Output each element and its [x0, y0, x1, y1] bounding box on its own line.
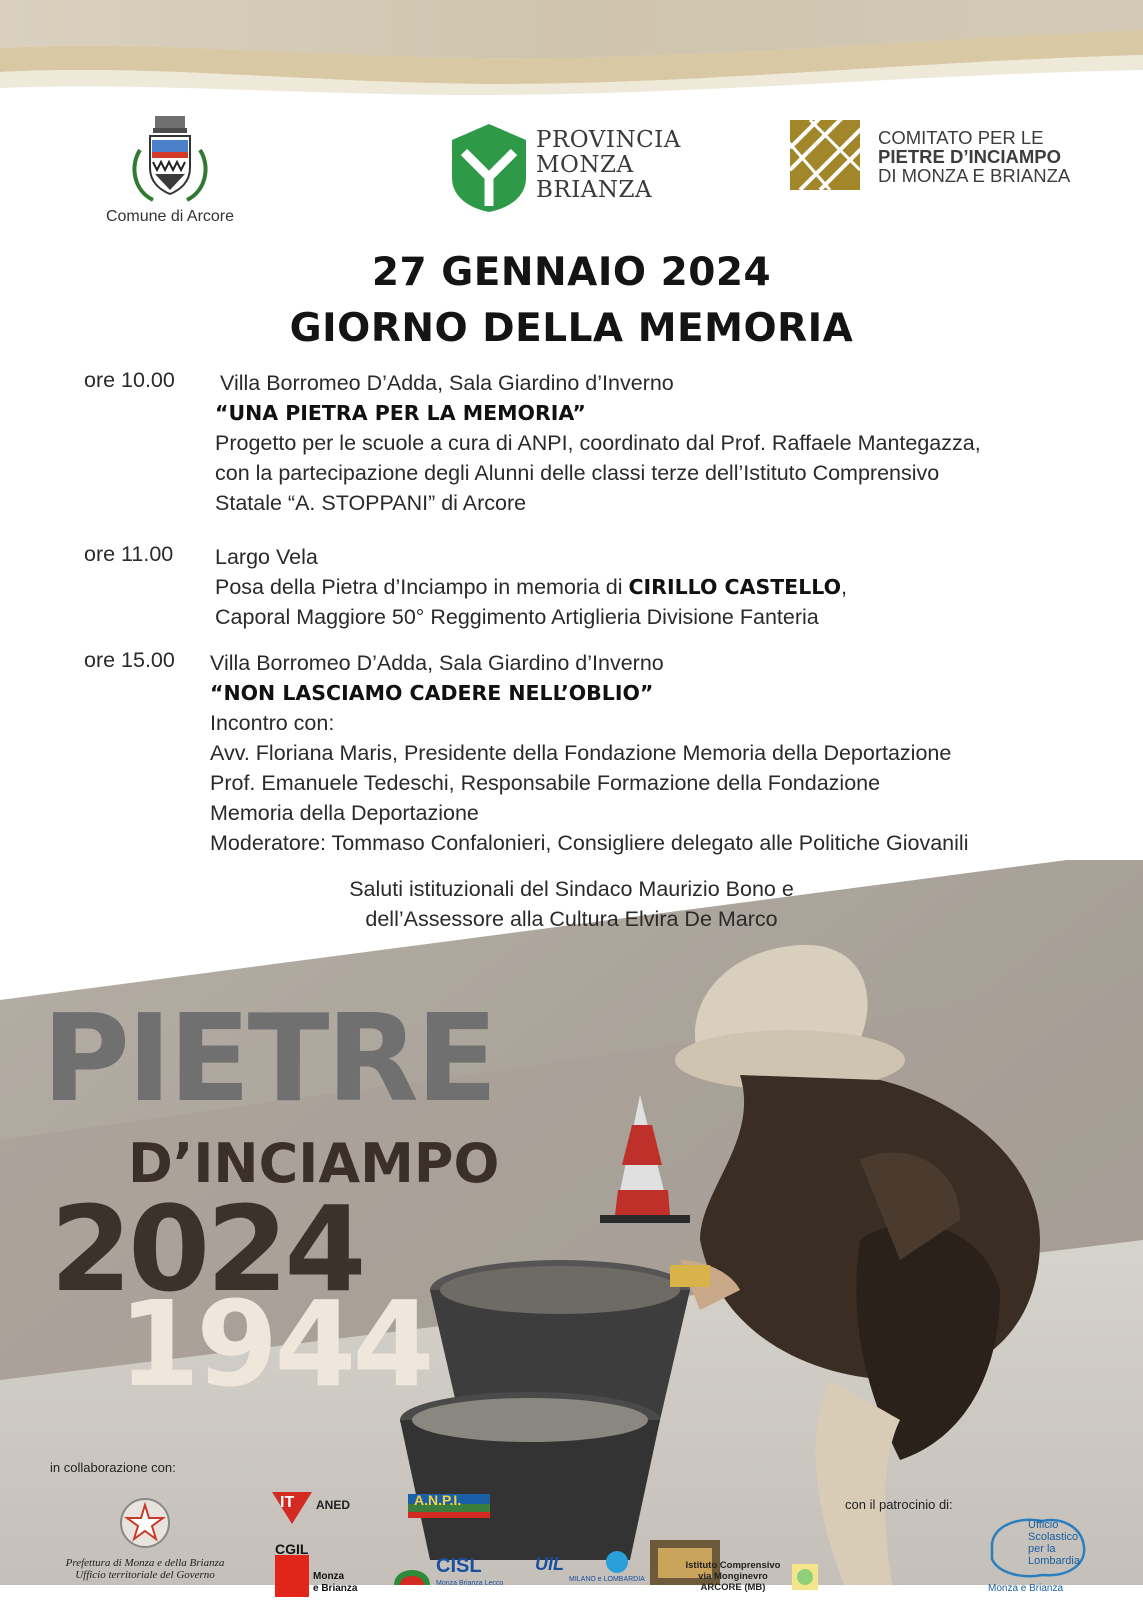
greetings — [0, 874, 1143, 934]
event-1-line-2: con la partecipazione degli Alunni delle classi terze dell’Istituto Comprensivo — [215, 461, 940, 485]
provincia-line-2: MONZA — [536, 152, 634, 178]
event-3-line-5: Moderatore: Tommaso Confalonieri, Consigliere delegato alle Politiche Giovanili — [210, 831, 969, 855]
istituto-line-3: ARCORE (MB) — [700, 1582, 766, 1593]
event-3-headline: “NON LASCIAMO CADERE NELL’OBLIO” — [210, 681, 654, 705]
event-2-body — [215, 542, 847, 632]
cgil-sub-1: Monza — [313, 1571, 345, 1582]
uil-logo — [535, 1550, 655, 1595]
anpi-logo — [408, 1488, 490, 1530]
comitato-stones-icon — [790, 108, 880, 198]
prefettura-line-2: Ufficio territoriale del Governo — [75, 1569, 215, 1581]
uil-globe-icon — [605, 1550, 629, 1574]
collaboration-label: in collaborazione con: — [50, 1460, 176, 1475]
arcore-caption: Comune di Arcore — [105, 208, 235, 225]
event-1-details — [220, 368, 674, 398]
cgil-sub-2: e Brianza — [313, 1583, 358, 1594]
event-2-line-1-suffix: , — [841, 575, 847, 599]
comitato-line-3: DI MONZA E BRIANZA — [878, 165, 1071, 186]
italian-emblem-icon — [117, 1495, 173, 1551]
provincia-line-3: BRIANZA — [536, 177, 653, 203]
greeting-line-2: dell’Assessore alla Cultura Elvira De Marco — [365, 907, 778, 931]
istituto-line-2: via Monginevro — [698, 1571, 768, 1582]
event-3-place: Villa Borromeo D’Adda, Sala Giardino d’Inverno — [210, 651, 664, 675]
provincia-line-1: PROVINCIA — [536, 127, 681, 153]
ufficio-line-3: per la — [1028, 1543, 1056, 1555]
event-2-line-2: Caporal Maggiore 50° Reggimento Artiglieria Divisione Fanteria — [215, 605, 819, 629]
comitato-line-2: PIETRE D’INCIAMPO — [878, 146, 1061, 167]
ufficio-line-1: Ufficio — [1028, 1519, 1059, 1531]
top-decorative-band — [0, 0, 1143, 95]
year-1944: 1944 — [118, 1275, 431, 1413]
comitato-line-1: COMITATO PER LE — [878, 127, 1044, 148]
event-3-body — [210, 648, 968, 858]
uil-label: UIL — [535, 1554, 564, 1574]
aned-it-label: IT — [280, 1494, 295, 1511]
event-name-title: GIORNO DELLA MEMORIA — [289, 306, 854, 351]
prefettura-logo — [50, 1495, 240, 1581]
patronage-label: con il patrocinio di: — [845, 1497, 953, 1512]
ufficio-line-4: Lombardia — [1028, 1555, 1080, 1567]
greeting-line-1: Saluti istituzionali del Sindaco Maurizio Bono e — [349, 877, 794, 901]
comune-di-arcore-logo — [95, 110, 245, 230]
anpi-label: A.N.P.I. — [414, 1492, 462, 1508]
event-3-line-1: Incontro con: — [210, 711, 335, 735]
event-2-line-1-prefix: Posa della Pietra d’Inciampo in memoria di — [215, 575, 629, 599]
event-1-body — [215, 398, 981, 518]
event-3-line-4: Memoria della Deportazione — [210, 801, 479, 825]
stolperstein-photo — [0, 860, 1143, 1600]
istituto-logo — [678, 1560, 828, 1598]
event-2-line-1 — [215, 572, 847, 602]
dinciampo-word: D’INCIAMPO — [128, 1132, 500, 1195]
event-1-headline: “UNA PIETRA PER LA MEMORIA” — [215, 401, 586, 425]
event-2-honoree: CIRILLO CASTELLO — [628, 575, 842, 599]
cisl-label: CISL — [436, 1555, 482, 1577]
aned-label: ANED — [316, 1498, 351, 1512]
ufficio-scolastico-logo — [982, 1513, 1092, 1597]
event-1-line-3: Statale “A. STOPPANI” di Arcore — [215, 491, 527, 515]
cisl-mark-icon — [392, 1555, 432, 1589]
arcore-crest-icon — [125, 110, 215, 205]
event-3-line-2: Avv. Floriana Maris, Presidente della Fondazione Memoria della Deportazione — [210, 741, 952, 765]
istituto-line-1: Istituto Comprensivo — [685, 1560, 781, 1571]
comitato-pietre-logo — [790, 108, 1090, 208]
provincia-shield-icon — [450, 122, 528, 214]
uil-sub: MILANO e LOMBARDIA — [569, 1576, 645, 1583]
event-1-time: ore 10.00 — [84, 368, 175, 392]
aned-logo — [272, 1492, 372, 1527]
istituto-mark-icon — [790, 1562, 820, 1592]
cgil-label: CGIL — [275, 1541, 309, 1557]
cisl-sub: Monza Brianza Lecco — [436, 1580, 504, 1587]
cgil-logo — [275, 1541, 365, 1597]
event-2-time: ore 11.00 — [84, 542, 174, 566]
event-1-line-1: Progetto per le scuole a cura di ANPI, coordinato dal Prof. Raffaele Mantegazza, — [215, 431, 981, 455]
ufficio-line-2: Scolastico — [1028, 1531, 1079, 1543]
prefettura-line-1: Prefettura di Monza e della Brianza — [65, 1557, 225, 1569]
event-3-line-3: Prof. Emanuele Tedeschi, Responsabile Formazione della Fondazione — [210, 771, 881, 795]
event-2-place: Largo Vela — [215, 545, 318, 569]
event-3-time: ore 15.00 — [84, 648, 175, 672]
cisl-logo — [392, 1555, 512, 1595]
provincia-monza-brianza-logo — [450, 118, 690, 218]
event-1-place: Villa Borromeo D’Adda, Sala Giardino d’Inverno — [220, 371, 674, 395]
ufficio-sub: Monza e Brianza — [988, 1583, 1064, 1594]
event-date-title: 27 GENNAIO 2024 — [371, 250, 772, 295]
year-2024: 2024 — [50, 1180, 363, 1318]
pietre-word: PIETRE — [42, 990, 495, 1129]
